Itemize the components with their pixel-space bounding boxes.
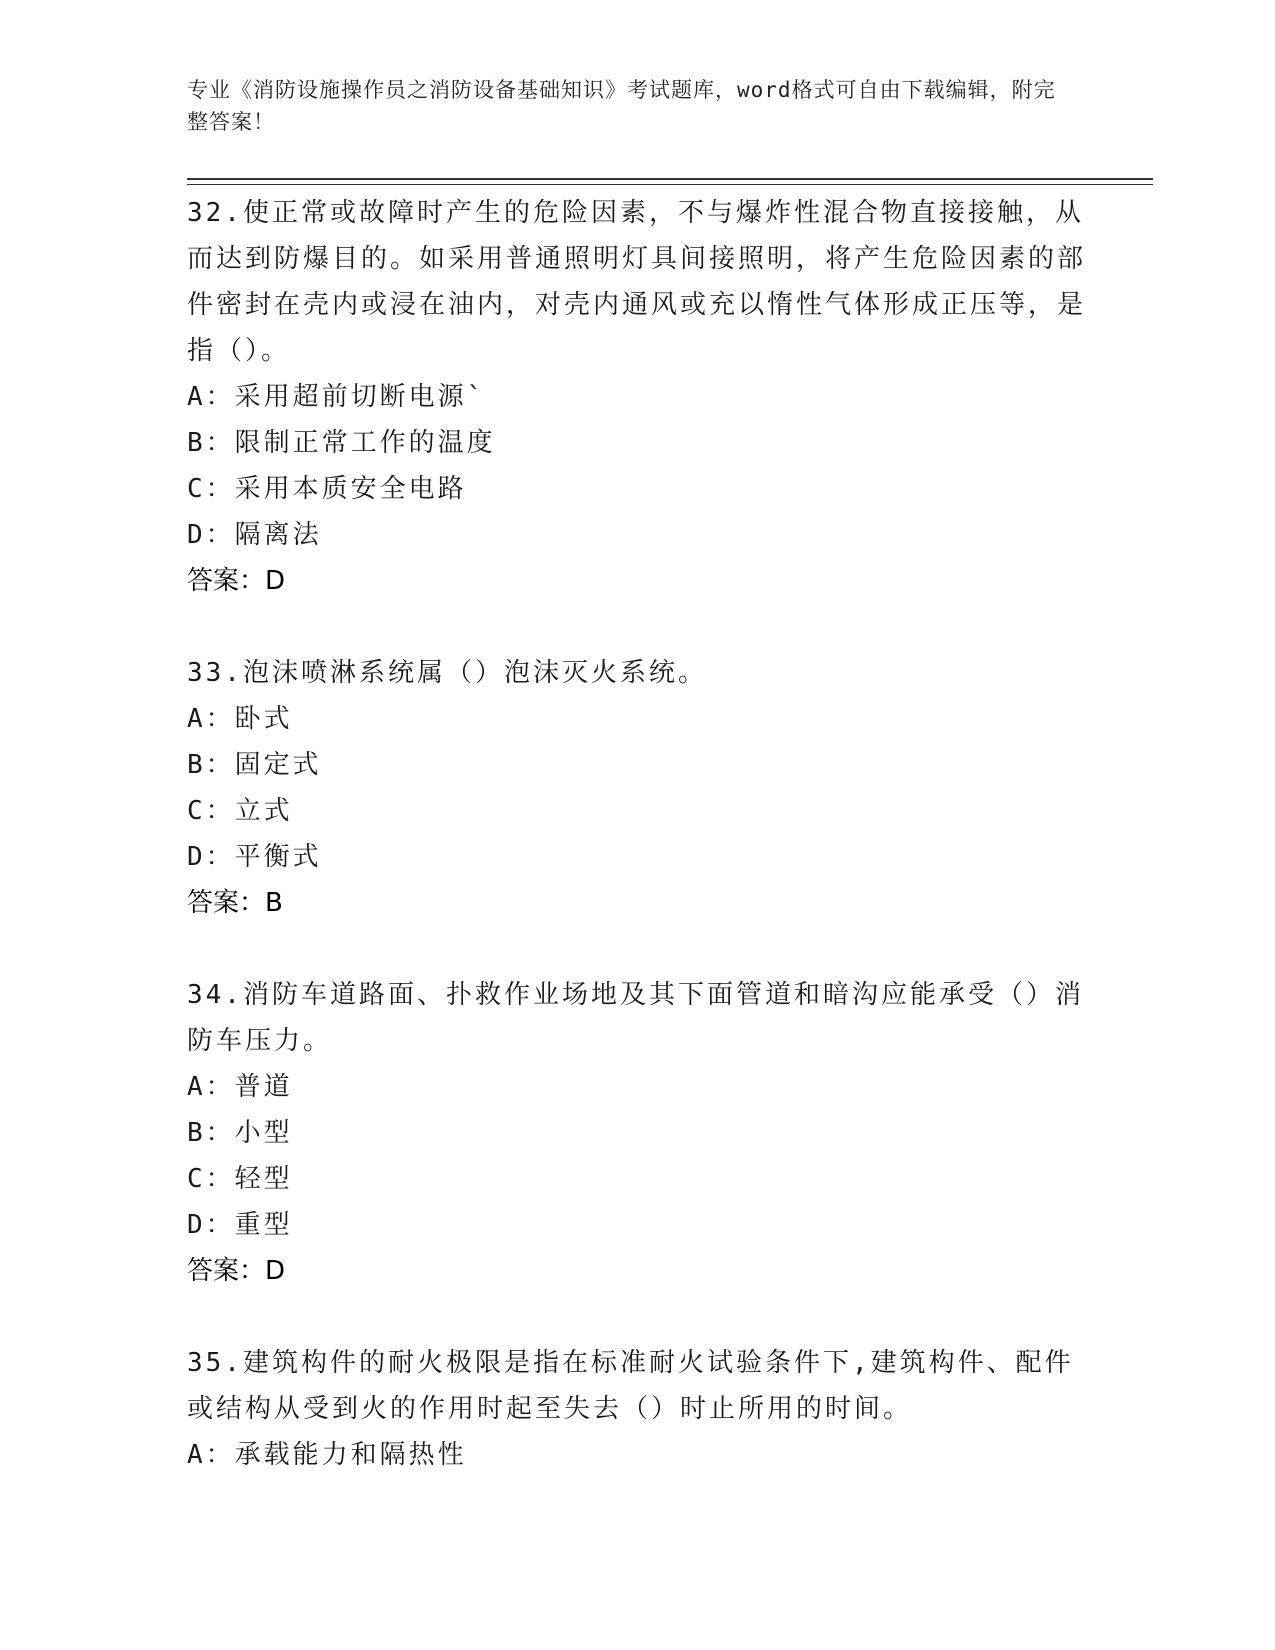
- option-c: C：轻型: [187, 1164, 293, 1194]
- option-b: B：小型: [187, 1118, 293, 1148]
- option-a: A：承载能力和隔热性: [187, 1440, 467, 1470]
- question-text: 33.泡沫喷淋系统属（）泡沫灭火系统。: [187, 658, 707, 688]
- option-c: C：立式: [187, 796, 293, 826]
- option-a: A：普道: [187, 1072, 293, 1102]
- header-divider-thick: [187, 178, 1153, 180]
- answer-line: 答案：D: [187, 566, 286, 596]
- header-divider-thin: [187, 184, 1153, 185]
- question-35: [187, 1340, 1087, 1478]
- document-header: [187, 74, 1067, 138]
- option-b: B：固定式: [187, 750, 322, 780]
- option-b: B：限制正常工作的温度: [187, 428, 496, 458]
- answer-line: 答案：D: [187, 1256, 286, 1286]
- option-d: D：重型: [187, 1210, 293, 1240]
- question-text: 35.建筑构件的耐火极限是指在标准耐火试验条件下,建筑构件、配件或结构从受到火的作用时起至失去（）时止所用的时间。: [187, 1348, 1074, 1424]
- option-a: A：采用超前切断电源`: [187, 382, 486, 412]
- question-33: [187, 650, 1087, 926]
- option-d: D：平衡式: [187, 842, 322, 872]
- question-32: [187, 190, 1087, 604]
- option-c: C：采用本质安全电路: [187, 474, 467, 504]
- header-intro-text: 专业《消防设施操作员之消防设备基础知识》考试题库，word格式可自由下载编辑，附完整答案！: [187, 78, 1056, 134]
- question-text: 34.消防车道路面、扑救作业场地及其下面管道和暗沟应能承受（）消防车压力。: [187, 980, 1084, 1056]
- option-a: A：卧式: [187, 704, 293, 734]
- question-text: 32.使正常或故障时产生的危险因素，不与爆炸性混合物直接接触，从而达到防爆目的。如采用普通照明灯具间接照明，将产生危险因素的部件密封在壳内或浸在油内，对壳内通风或充以惰性气体形成正压等，是指（）。: [187, 198, 1087, 366]
- answer-line: 答案：B: [187, 888, 283, 918]
- question-list: [187, 190, 1087, 1524]
- option-d: D：隔离法: [187, 520, 322, 550]
- question-34: [187, 972, 1087, 1294]
